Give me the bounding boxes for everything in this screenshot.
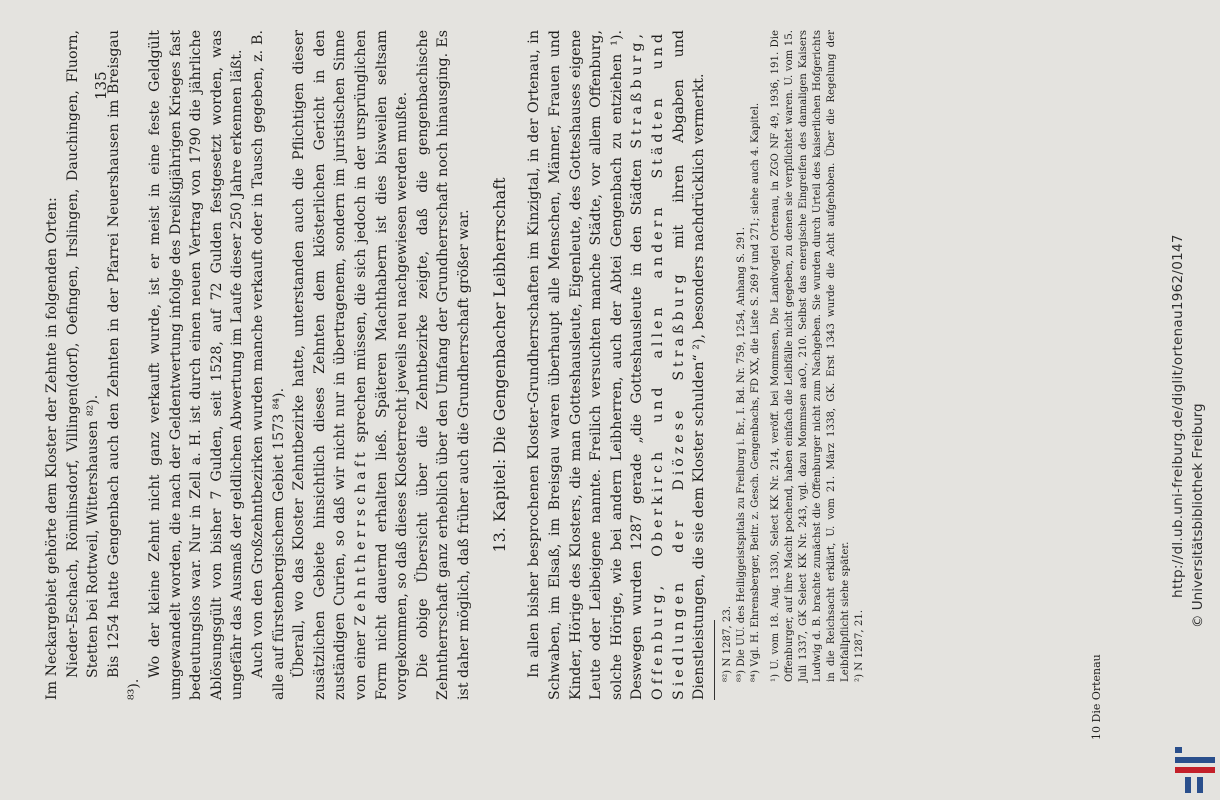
page-body xyxy=(42,30,867,700)
ub-freiburg-logo-icon xyxy=(1173,745,1217,795)
footnote-1: ¹) U. vom 18. Aug. 1330, Select KK Nr. 214, veröff. bei Mommsen, Die Landvogtei Ortenau, in ZGO NF 49, 1936, 191. Die Offenburger, auf ihre Macht pochend, haben einfach die Leibfälle nicht gegeben, zu denen sie verpflichtet waren. U. vom 15. Juli 1337, GK Select KK Nr. 243, vgl. dazu Mommsen aaO., 210. Selbst das energische Eingreifen des damaligen Kaisers Ludwig d. B. brachte zunächst die Offenburger nicht zum Nachgeben. Sie wurden durch Urteil des kaiserlichen Hofgerichts in die Reichsacht erklärt, U. vom 21. März 1338, GK. Erst 1343 wurde die Acht aufgehoben. Über die Regelung der Leibfallpflicht siehe später. xyxy=(769,30,851,682)
footnote-84: ⁸⁴) Vgl. H. Ehrensberger, Beitr. z. Gesch. Gengenbachs, FD XX, die Liste S. 269 f und 271; siehe auch 4. Kapitel. xyxy=(749,102,761,682)
side-margin xyxy=(1168,0,1220,800)
spaced-term-zehntherrschaft: Zehntherrschaft xyxy=(352,448,369,626)
source-url-link[interactable]: http://dl.ub.uni-freiburg.de/diglit/ortenau1962/0147 xyxy=(1170,234,1186,598)
paragraph-ueberall xyxy=(289,30,413,700)
paragraph-1254: Bis 1254 hatte Gengenbach auch den Zehnten in der Pfarrei Neuershausen im Breisgau ⁸³). xyxy=(105,30,143,700)
paragraph-ueberall-part-a: Überall, wo das Kloster Zehntbezirke hatte, unterstanden auch die Pflichtigen dieser zusätzlichen Gebiete hinsichtlich dieses Zehnten dem klösterlichen Gericht in den zuständigen Curien, so daß wir nicht nur in übertragenem, sondern im juristischen Sinne von einer xyxy=(291,30,369,700)
footnotes-upper xyxy=(721,30,763,700)
page-number: 135 xyxy=(92,71,110,100)
paragraph-grosszehnt: Auch von den Großzehntbezirken wurden manche verkauft oder in Tausch gegeben, z. B. alle auf fürstenbergischem Gebiet 1573 ⁸⁴). xyxy=(249,30,287,700)
paragraph-obige: Die obige Übersicht über die Zehntbezirke zeigte, daß die gengenbachische Zehntherrschaft ganz erheblich über den Umfang der Grundherrschaft noch hinausging. Es ist daher möglich, daß früher auch die Grundherrschaft größer war. xyxy=(414,30,472,700)
spaced-city-list: Straßburg, Offenburg, Oberkirch und allen andern Städten und Siedlungen der Diözese Straßburg xyxy=(629,30,687,700)
paragraph-leibherrschaft-part-b: mit ihren Abgaben und Dienstleistungen, die sie dem Kloster schulden“ ²), besonders nachdrücklich vermerkt. xyxy=(670,30,708,700)
paragraph-kleiner-zehnt: Wo der kleine Zehnt nicht ganz verkauft wurde, ist er meist in eine feste Geldgült umgewandelt worden, die nach der Geldentwertung infolge des Dreißigjährigen Krieges fast bedeutungslos war. Nur in Zell a. H. ist durch einen neuen Vertrag von 1790 die jährliche Ablösungsgült von bisher 7 Gulden, seit 1528, auf 72 Gulden festgesetzt worden, was ungefähr das Ausmaß der geldlichen Abwertung im Laufe dieser 250 Jahre erkennen läßt. xyxy=(146,30,246,700)
chapter-heading: 13. Kapitel: Die Gengenbacher Leibherrschaft xyxy=(490,177,510,553)
paragraph-ueberall-part-b: sprechen müssen, die sich jedoch in der ursprünglichen Form nicht dauernd erhalten ließ. Späteren Machthabern ist dies bisweilen seltsam vorgekommen, so daß dieses Klosterrecht jeweils neu nachgewiesen werden mußte. xyxy=(352,30,411,700)
paragraph-leibherrschaft-part-a: In allen bisher besprochenen Kloster-Grundherrschaften im Kinzigtal, in der Ortenau, in Schwaben, im Elsaß, im Breisgau waren überhaupt alle Menschen, Männer, Frauen und Kinder, Hörige des Klosters, die man Gotteshausleute, Eigenleute, des Gotteshauses eigene Leute oder Leibeigene nannte. Freilich versuchten manche Städte, vor allem Offenburg, solche Hörige, wie bei andern Leibherren, auch der Abtei Gengenbach zu entziehen ¹). Deswegen wurden 1287 gerade „die Gotteshausleute in den Städten xyxy=(526,30,646,700)
footnote-83: ⁸³) Die UU. des Heiliggeistspitals zu Freiburg i. Br., I. Bd. Nr. 759, 1254, Anhang S. 291. xyxy=(735,227,747,682)
footnotes-lower xyxy=(769,30,867,700)
paragraph-leibherrschaft xyxy=(524,30,709,700)
footnote-82: ⁸²) N 1287, 23. xyxy=(721,605,733,682)
neckar-places: Nieder-Eschach, Römlinsdorf, Villingen(dorf), Oefingen, Irslingen, Dauchingen, Fluorn, Stetten bei Rottweil, Wittershausen ⁸²). xyxy=(64,30,102,678)
copyright-notice: © Universitätsbibliothek Freiburg xyxy=(1190,403,1206,628)
footnote-rule xyxy=(714,620,715,700)
page-footer: 10 Die Ortenau xyxy=(1090,654,1103,740)
footnote-2: ²) N 1287, 21. xyxy=(853,609,865,682)
intro-line: Im Neckargebiet gehörte dem Kloster der Zehnte in folgenden Orten: xyxy=(44,197,60,700)
